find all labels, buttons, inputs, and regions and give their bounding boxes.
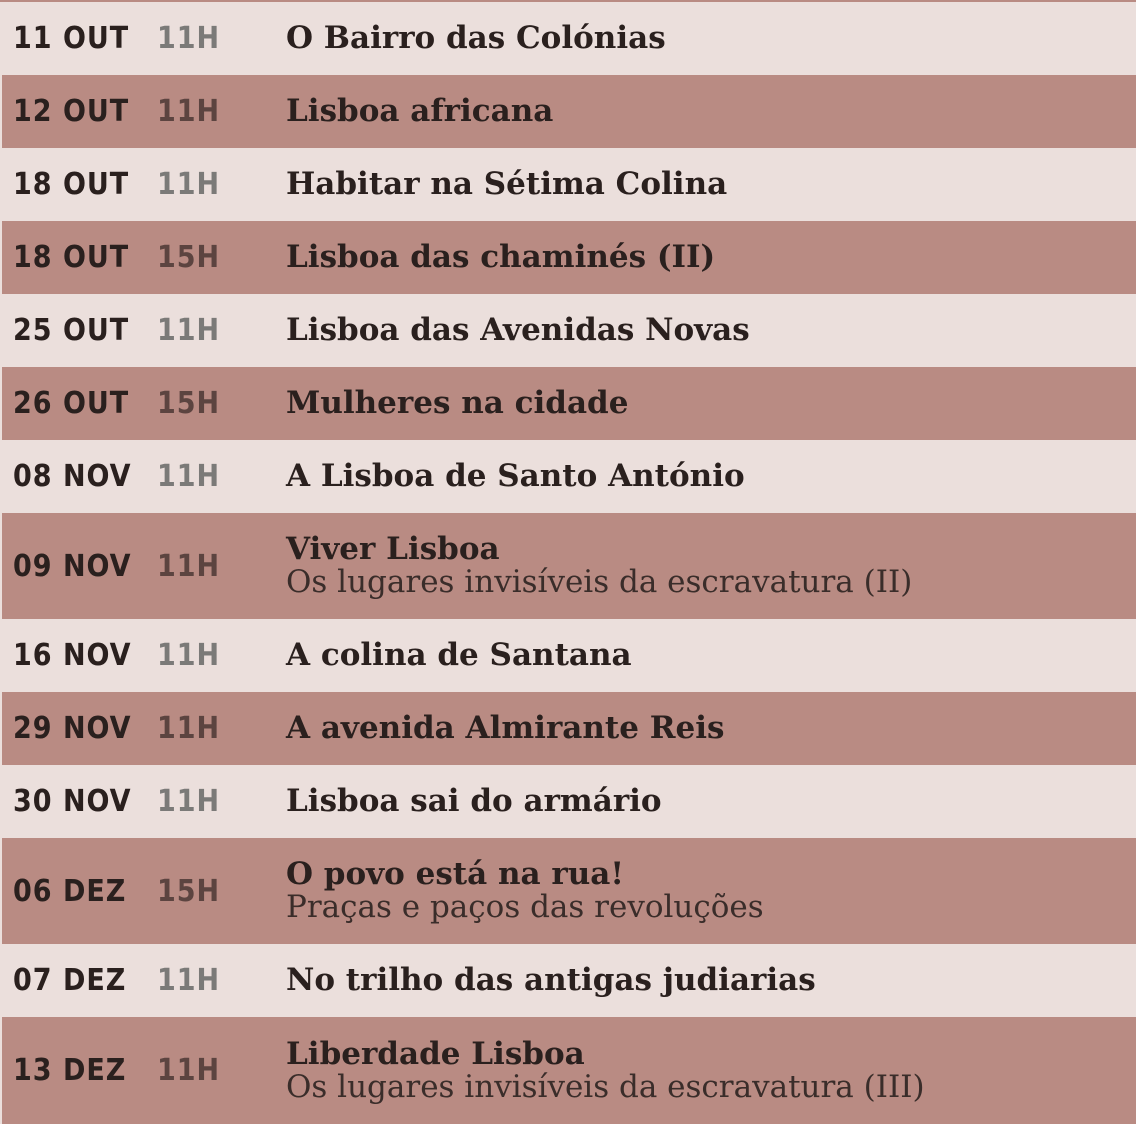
event-time: 11H [157,711,221,746]
event-date: 25 OUT [13,313,130,348]
event-time: 11H [157,313,221,348]
event-title: No trilho das antigas judiarias [286,962,816,998]
event-row [2,294,1136,367]
event-time: 11H [157,21,221,56]
event-row [2,692,1136,765]
event-row [2,367,1136,440]
event-time: 11H [157,94,221,129]
event-time: 15H [157,386,221,421]
event-title-block [286,785,662,818]
event-date: 29 NOV [13,711,132,746]
event-date: 13 DEZ [13,1053,127,1088]
event-date: 09 NOV [13,548,132,584]
event-title-block [286,460,745,493]
event-title: Lisboa das Avenidas Novas [286,312,750,348]
event-title-block [286,712,724,745]
event-time: 15H [157,240,221,275]
event-row [2,148,1136,221]
event-time: 11H [157,784,221,819]
event-row [2,944,1136,1017]
event-title-block [286,22,666,55]
event-title: Lisboa africana [286,93,554,129]
event-time: 11H [157,638,221,673]
event-row [2,765,1136,838]
event-title: Mulheres na cidade [286,385,629,421]
event-title-block [286,95,553,128]
event-title: A Lisboa de Santo António [286,458,745,494]
event-title: Liberdade Lisboa [286,1035,585,1072]
event-title: Habitar na Sétima Colina [286,166,728,202]
event-row [2,838,1136,944]
event-subtitle: Os lugares invisíveis da escravatura (II) [286,564,913,600]
event-title: Lisboa sai do armário [286,783,662,819]
event-time: 11H [157,548,221,584]
event-date: 06 DEZ [13,873,127,909]
event-title: A colina de Santana [286,637,632,673]
event-title-block [286,1035,925,1105]
event-date: 11 OUT [13,21,130,56]
event-row [2,513,1136,619]
event-date: 16 NOV [13,638,132,673]
event-time: 11H [157,459,221,494]
event-date: 08 NOV [13,459,132,494]
event-time: 15H [157,873,221,909]
event-date: 12 OUT [13,94,130,129]
event-title-block [286,241,715,274]
event-subtitle: Praças e paços das revoluções [286,889,764,925]
event-date: 30 NOV [13,784,132,819]
event-time: 11H [157,963,221,998]
event-date: 07 DEZ [13,963,127,998]
event-title: Lisboa das chaminés (II) [286,239,716,275]
event-title: O Bairro das Colónias [286,20,666,56]
event-title-block [286,314,750,347]
event-date: 18 OUT [13,240,130,275]
event-time: 11H [157,1053,221,1088]
event-row [2,221,1136,294]
event-row [2,75,1136,148]
event-title-block [286,858,764,924]
event-title: A avenida Almirante Reis [286,710,725,746]
event-title-block [286,533,912,599]
event-title-block [286,964,816,997]
event-row [2,2,1136,75]
event-title-block [286,639,632,672]
event-subtitle: Os lugares invisíveis da escravatura (III) [286,1068,925,1105]
event-row [2,440,1136,513]
event-row [2,619,1136,692]
event-title-block [286,168,727,201]
event-title-block [286,387,628,420]
event-date: 18 OUT [13,167,130,202]
event-row [2,1017,1136,1124]
event-date: 26 OUT [13,386,130,421]
event-title: Viver Lisboa [286,531,500,567]
event-time: 11H [157,167,221,202]
event-title: O povo está na rua! [286,856,624,892]
